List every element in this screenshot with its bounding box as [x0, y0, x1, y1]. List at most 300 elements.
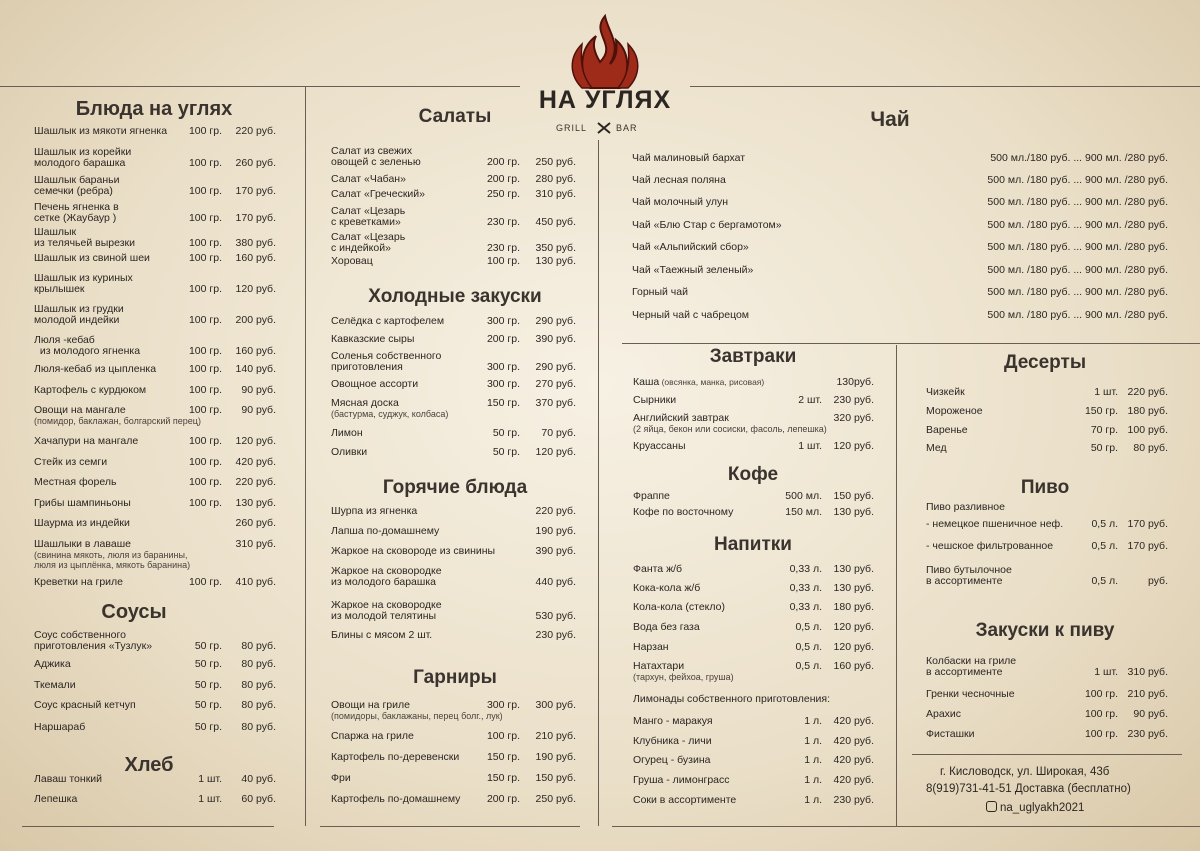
menu-item [633, 377, 874, 389]
item-name-text: Сырники [633, 394, 677, 406]
menu-item [331, 526, 576, 538]
menu-item [633, 795, 874, 807]
item-name-text: Грибы шампиньоны [34, 497, 131, 509]
item-price: 140 руб. [235, 363, 276, 375]
item-price: 500 мл. /180 руб. ... 900 мл. /280 руб. [987, 286, 1168, 298]
item-price: 410 руб. [235, 576, 276, 588]
item-name-text: Нарзан [633, 641, 669, 653]
item-name-text: Круассаны [633, 440, 686, 452]
item-quantity: 200 гр. [486, 333, 520, 345]
section-title: Блюда на углях [75, 98, 233, 120]
item-price: 200 руб. [235, 314, 276, 326]
item-price: 190 руб. [535, 525, 576, 537]
item-note: (тархун, фейхоа, груша) [633, 672, 734, 682]
item-price: 230 руб. [535, 629, 576, 641]
item-quantity: 250 гр. [486, 188, 520, 200]
item-quantity: 50 гр. [194, 640, 222, 652]
item-quantity: 0,5 л. [1091, 518, 1118, 530]
menu-item [34, 146, 276, 169]
menu-item [34, 700, 276, 712]
item-quantity: 0,5 л. [795, 660, 822, 672]
menu-item [34, 436, 276, 448]
item-quantity: 1 шт. [1094, 386, 1118, 398]
item-quantity: 230 гр. [486, 242, 520, 254]
item-name: Чай «Блю Стар с бергамотом» [632, 219, 782, 231]
menu-item [331, 506, 576, 518]
menu-item [633, 583, 874, 595]
item-name-text: Фраппе [633, 490, 670, 502]
item-name-text: Оливки [331, 446, 368, 458]
section-title: Соусы [101, 601, 167, 623]
instagram-handle: na_uglyakh2021 [1000, 802, 1085, 814]
item-name [34, 147, 194, 169]
item-name-text: Спаржа на гриле [331, 730, 414, 742]
item-price: 230 руб. [1127, 728, 1168, 740]
item-name-text: Аджика [34, 658, 71, 670]
item-price: 180 руб. [1127, 405, 1168, 417]
item-name-text: Шурпа из ягненка [331, 505, 418, 517]
item-price: 500 мл./180 руб. ... 900 мл. /280 руб. [990, 152, 1168, 164]
menu-item [34, 404, 276, 426]
item-price: 160 руб. [235, 345, 276, 357]
item-quantity: 50 гр. [194, 658, 222, 670]
item-name-text: Шашлык из грудки молодой индейки [34, 303, 124, 326]
item-price: 320 руб. [833, 412, 874, 424]
item-name-text: Шашлык из мякоти ягненка [34, 125, 168, 137]
item-name [331, 189, 481, 200]
item-quantity: 100 гр. [188, 384, 222, 396]
item-name [331, 630, 481, 641]
menu-item [331, 447, 576, 459]
item-quantity: 1 шт. [1094, 666, 1118, 678]
item-name [331, 506, 481, 517]
section-title: Десерты [1003, 352, 1087, 373]
item-price: 420 руб. [833, 715, 874, 727]
item-price: 130 руб. [235, 497, 276, 509]
menu-item [331, 231, 576, 254]
item-price: 230 руб. [833, 394, 874, 406]
menu-item [926, 387, 1168, 399]
item-name [34, 404, 201, 426]
menu-item [633, 642, 874, 654]
item-name-text: Кока-кола ж/б [633, 582, 701, 594]
item-name-text: Мясная доска [331, 397, 399, 409]
item-price: 90 руб. [1133, 708, 1168, 720]
item-name-text: Пиво бутылочное в ассортименте [926, 564, 1012, 587]
menu-item [926, 443, 1168, 455]
menu-item [633, 755, 874, 767]
item-note: (свинина мякоть, люля из баранины, люля из цыплёнка, мякоть баранина) [34, 550, 191, 570]
item-price: 250 руб. [535, 793, 576, 805]
menu-item [34, 680, 276, 692]
item-quantity: 150 гр. [486, 772, 520, 784]
item-name-text: Стейк из семги [34, 456, 108, 468]
item-name [331, 566, 481, 588]
item-quantity: 300 гр. [486, 361, 520, 373]
item-price: 500 мл. /180 руб. ... 900 мл. /280 руб. [987, 174, 1168, 186]
section-title: Хлеб [124, 754, 174, 776]
item-price: 220 руб. [1127, 386, 1168, 398]
item-price: 500 мл. /180 руб. ... 900 мл. /280 руб. [987, 264, 1168, 276]
item-name [34, 539, 194, 570]
menu-item [331, 565, 576, 588]
item-name [331, 428, 481, 439]
item-name [331, 773, 481, 784]
menu-item [34, 774, 276, 786]
item-name-text: Варенье [926, 424, 968, 436]
item-name-text: Хоровац [331, 255, 373, 267]
menu-item [331, 189, 576, 201]
item-price: 90 руб. [241, 404, 276, 416]
item-quantity: 100 гр. [188, 435, 222, 447]
item-name-text: Наршараб [34, 721, 86, 733]
item-name [926, 387, 1076, 398]
divider-h-contacts [912, 754, 1182, 755]
menu-item [34, 364, 276, 376]
item-name [34, 436, 194, 447]
item-quantity: 100 гр. [1084, 728, 1118, 740]
item-price: 120 руб. [833, 621, 874, 633]
menu-item [633, 660, 874, 682]
item-quantity: 200 гр. [486, 793, 520, 805]
item-quantity: 100 гр. [486, 255, 520, 267]
item-name [331, 206, 481, 228]
menu-item [34, 226, 276, 249]
menu-item [331, 546, 576, 558]
item-name-text: Шашлык бараньи семечки (ребра) [34, 174, 120, 197]
divider-v2 [598, 140, 599, 826]
item-name-text: Жаркое на сковородке из молодой телятины [331, 599, 442, 622]
item-quantity: 1 л. [804, 794, 822, 806]
item-price: 420 руб. [235, 456, 276, 468]
menu-item [926, 519, 1168, 531]
menu-item [34, 477, 276, 489]
item-quantity: 100 гр. [188, 212, 222, 224]
item-name [34, 700, 194, 711]
item-quantity: 300 гр. [486, 315, 520, 327]
item-name [926, 729, 1076, 740]
menu-item [331, 316, 576, 328]
item-note: (помидор, баклажан, болгарский перец) [34, 416, 201, 426]
item-quantity: 1 л. [804, 735, 822, 747]
item-name [34, 774, 194, 785]
item-name [926, 406, 1076, 417]
menu-item [34, 629, 276, 652]
item-price: 170 руб. [1127, 540, 1168, 552]
item-name [331, 174, 481, 185]
item-quantity: 150 гр. [486, 751, 520, 763]
tea-item [632, 242, 1168, 254]
item-name: Черный чай с чабрецом [632, 309, 750, 321]
item-name-text: Люля-кебаб из цыпленка [34, 363, 157, 375]
item-name [926, 656, 1076, 678]
item-name: Чай малиновый бархат [632, 152, 746, 164]
item-quantity: 50 гр. [194, 721, 222, 733]
item-quantity: 100 гр. [188, 497, 222, 509]
item-quantity: 0,5 л. [795, 621, 822, 633]
item-quantity: 150 мл. [785, 506, 822, 518]
item-price: 350 руб. [535, 242, 576, 254]
menu-item [331, 397, 576, 419]
menu-item [926, 709, 1168, 721]
contact-address: г. Кисловодск, ул. Широкая, 43б [940, 766, 1110, 778]
menu-item [926, 564, 1168, 587]
menu-item [633, 775, 874, 787]
item-price: 280 руб. [535, 173, 576, 185]
item-quantity: 150 гр. [486, 397, 520, 409]
item-quantity: 1 л. [804, 754, 822, 766]
menu-item [34, 174, 276, 197]
item-name [331, 526, 481, 537]
item-quantity: 100 гр. [188, 185, 222, 197]
menu-item [633, 564, 874, 576]
item-price: 380 руб. [235, 237, 276, 249]
item-name [331, 731, 481, 742]
menu-item [633, 491, 874, 503]
item-price: 500 мл. /180 руб. ... 900 мл. /280 руб. [987, 241, 1168, 253]
item-quantity: 0,33 л. [789, 563, 822, 575]
item-price: 80 руб. [241, 658, 276, 670]
section-title: Пиво [1020, 477, 1070, 498]
item-name-text: Мед [926, 442, 947, 454]
item-name-text: Фанта ж/б [633, 563, 683, 575]
item-name-text: Английский завтрак [633, 412, 729, 424]
item-name-text: Шаурма из индейки [34, 517, 130, 529]
item-name [331, 256, 481, 267]
item-quantity: 0,33 л. [789, 601, 822, 613]
item-quantity: 100 гр. [188, 456, 222, 468]
divider-h-mid [622, 343, 1200, 344]
item-price: 80 руб. [241, 679, 276, 691]
knives-icon [596, 122, 612, 134]
item-name: Чай «Таежный зеленый» [632, 264, 754, 276]
item-price: 220 руб. [535, 505, 576, 517]
item-name-text: Селёдка с картофелем [331, 315, 445, 327]
item-price: 450 руб. [535, 216, 576, 228]
brand-sub-left: GRILL [556, 123, 588, 133]
tea-item [632, 265, 1168, 277]
tea-item [632, 197, 1168, 209]
item-quantity: 50 гр. [1090, 442, 1118, 454]
item-name-text: Лимон [331, 427, 363, 439]
item-price: 500 мл. /180 руб. ... 900 мл. /280 руб. [987, 309, 1168, 321]
item-name [331, 600, 481, 622]
item-name [926, 443, 1076, 454]
item-name-text: Шашлык из телячьей вырезки [34, 226, 136, 249]
item-name-text: Соус красный кетчуп [34, 699, 136, 711]
item-name [34, 794, 194, 805]
item-name [34, 498, 194, 509]
menu-item [34, 659, 276, 671]
item-price: 390 руб. [535, 545, 576, 557]
item-name [926, 689, 1076, 700]
item-name-text: Мороженое [926, 405, 983, 417]
menu-item [331, 773, 576, 785]
item-price: 70 руб. [541, 427, 576, 439]
brand-name: НА УГЛЯХ [538, 86, 672, 114]
item-price: 130 руб. [833, 563, 874, 575]
item-name-text: Соки в ассортименте [633, 794, 737, 806]
item-quantity: 100 гр. [486, 730, 520, 742]
item-quantity: 100 гр. [188, 404, 222, 416]
menu-item [633, 602, 874, 614]
item-quantity: 70 гр. [1090, 424, 1118, 436]
item-price: 310 руб. [535, 188, 576, 200]
item-name [34, 202, 194, 224]
item-name-text: Огурец - бузина [633, 754, 711, 766]
item-quantity: 100 гр. [188, 345, 222, 357]
frame-top-right [690, 86, 1200, 87]
item-name-text: Лаваш тонкий [34, 773, 103, 785]
item-price: 420 руб. [833, 735, 874, 747]
item-name-text: Овощное ассорти [331, 378, 419, 390]
item-quantity: 230 гр. [486, 216, 520, 228]
section-title: Холодные закуски [368, 286, 542, 307]
menu-item [331, 350, 576, 373]
item-price: 130 руб. [833, 506, 874, 518]
item-price: 160 руб. [235, 252, 276, 264]
item-name-text: Пиво разливное [926, 501, 1005, 513]
item-quantity: 100 гр. [188, 157, 222, 169]
item-name-text: Кола-кола (стекло) [633, 601, 725, 613]
tea-item [632, 153, 1168, 165]
item-price: 310 руб. [235, 538, 276, 550]
item-name-text: Соленья собственного приготовления [331, 350, 442, 373]
item-note: (бастурма, суджук, колбаса) [331, 409, 449, 419]
item-price: 170 руб. [235, 212, 276, 224]
item-name-text: Фри [331, 772, 351, 784]
item-name-text: Шашлык из куриных крылышек [34, 272, 133, 295]
item-price: 210 руб. [535, 730, 576, 742]
item-name-text: Салат «Чабан» [331, 173, 406, 185]
item-price: 390 руб. [535, 333, 576, 345]
item-price: 150 руб. [833, 490, 874, 502]
menu-item [926, 655, 1168, 678]
divider-v3 [896, 345, 897, 826]
flame-icon [520, 14, 690, 94]
item-quantity: 100 гр. [188, 576, 222, 588]
item-name-text: Гренки чесночные [926, 688, 1015, 700]
item-price: 130руб. [836, 376, 874, 388]
item-quantity: 500 мл. [785, 490, 822, 502]
menu-item [331, 630, 576, 642]
item-price: 220 руб. [235, 125, 276, 137]
item-name [34, 385, 194, 396]
menu-item [633, 694, 874, 706]
item-name [926, 541, 1076, 552]
menu-item [34, 272, 276, 295]
item-name [34, 335, 194, 357]
item-name: Чай «Альпийский сбор» [632, 241, 749, 253]
item-name [34, 304, 194, 326]
menu-item [926, 689, 1168, 701]
item-name [34, 457, 194, 468]
item-name [331, 447, 481, 458]
item-name-text: Вода без газа [633, 621, 700, 633]
item-name [331, 545, 496, 557]
item-name-text: Салат «Греческий» [331, 188, 425, 200]
item-quantity: 100 гр. [1084, 688, 1118, 700]
item-price: 170 руб. [1127, 518, 1168, 530]
item-price: 180 руб. [833, 601, 874, 613]
frame-top-left [0, 86, 520, 87]
item-name-text: - чешское фильтрованное [926, 540, 1054, 552]
menu-item [331, 174, 576, 186]
menu-item [331, 428, 576, 440]
item-quantity: 100 гр. [188, 283, 222, 295]
item-name-text: Местная форель [34, 476, 117, 488]
item-note: (овсянка, манка, рисовая) [659, 377, 765, 387]
item-name-text: Печень ягненка в сетке (Жаубаур ) [34, 201, 119, 224]
item-name-text: Жаркое на сковороде из свинины [331, 545, 496, 557]
item-name-text: Картофель по-деревенски [331, 751, 460, 763]
item-name [633, 693, 830, 705]
menu-item [633, 441, 874, 453]
item-price: 290 руб. [535, 361, 576, 373]
item-quantity: 100 гр. [188, 125, 222, 137]
brand-sub-right: BAR [616, 123, 638, 133]
item-name [34, 227, 194, 249]
menu-item [34, 126, 276, 138]
item-note: (2 яйца, бекон или сосиски, фасоль, лепешка) [633, 424, 827, 434]
divider-h-bottom-right [612, 826, 1200, 827]
item-name-text: Овощи на мангале [34, 404, 126, 416]
item-name [34, 577, 194, 588]
item-name [926, 709, 1076, 720]
item-name [331, 794, 481, 805]
menu-item [926, 729, 1168, 741]
item-name-text: Груша - лимонграсс [633, 774, 730, 786]
divider-h-bottom-mid [320, 826, 580, 827]
item-name-text: Шашлык из корейки молодого барашка [34, 146, 132, 169]
divider-h-bottom-left [22, 826, 274, 827]
item-quantity: 150 гр. [1084, 405, 1118, 417]
item-price: 300 руб. [535, 699, 576, 711]
item-price: 440 руб. [535, 576, 576, 588]
item-price: 230 руб. [833, 794, 874, 806]
section-title: Напитки [714, 534, 792, 555]
item-price: 40 руб. [241, 773, 276, 785]
item-name [34, 126, 194, 137]
item-quantity: 300 гр. [486, 699, 520, 711]
section-title: Закуски к пиву [975, 620, 1115, 641]
menu-item [633, 395, 874, 407]
item-name-text: Овощи на гриле [331, 699, 410, 711]
item-quantity: 1 шт. [198, 793, 222, 805]
menu-item [331, 731, 576, 743]
item-quantity: 200 гр. [486, 156, 520, 168]
item-quantity: 100 гр. [188, 237, 222, 249]
item-price: 90 руб. [241, 384, 276, 396]
item-name [34, 680, 194, 691]
item-name [34, 273, 194, 295]
menu-item [34, 518, 276, 530]
item-quantity: 1 л. [804, 715, 822, 727]
item-name-text: Натахтари [633, 660, 685, 672]
item-name [331, 316, 481, 327]
item-price: 170 руб. [235, 185, 276, 197]
menu-item [633, 412, 874, 434]
item-price: 80 руб. [1133, 442, 1168, 454]
menu-item [331, 379, 576, 391]
instagram-icon [986, 801, 997, 812]
item-quantity: 300 гр. [486, 378, 520, 390]
item-name-text: Лапша по-домашнему [331, 525, 440, 537]
item-name [34, 477, 194, 488]
section-title: Кофе [727, 464, 779, 485]
tea-item [632, 287, 1168, 299]
item-name [331, 351, 481, 373]
